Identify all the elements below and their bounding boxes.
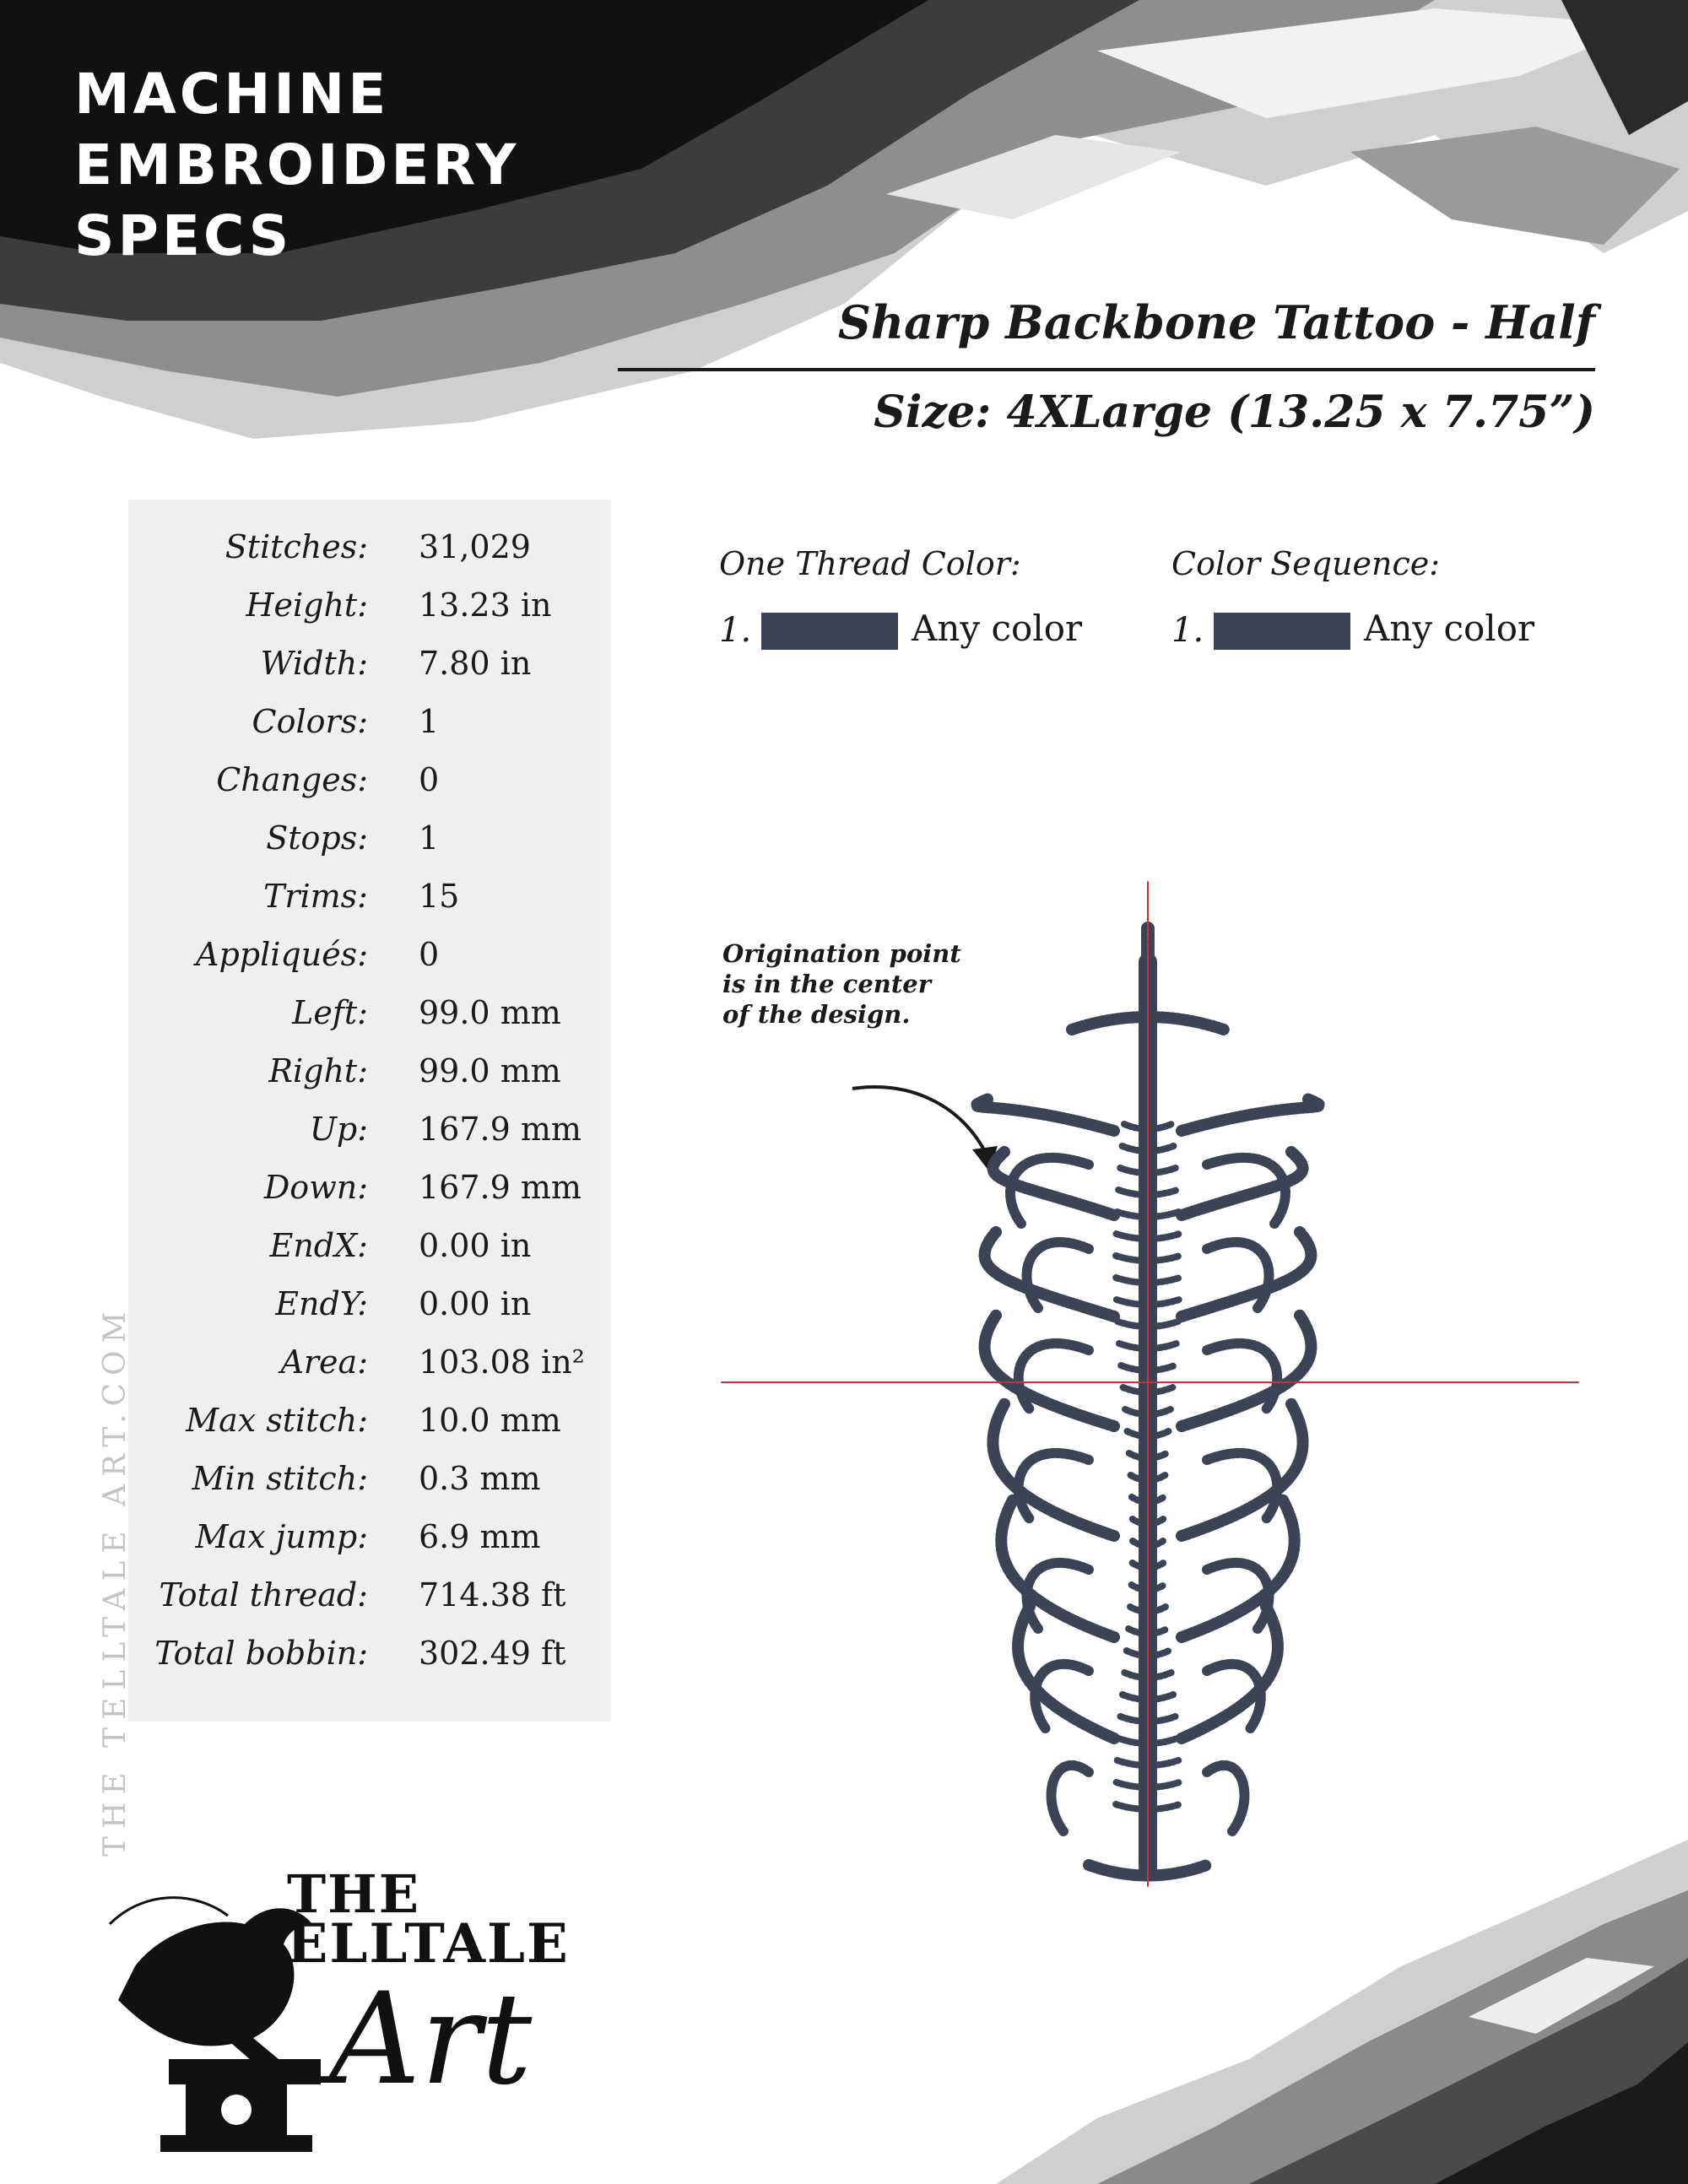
side-tentacle [1182,1100,1319,1132]
spec-value: 99.0 mm [419,1052,561,1089]
spec-row-down [128,1159,611,1217]
spec-label: Down: [263,1169,368,1206]
design-title: Sharp Backbone Tattoo - Half [837,295,1595,349]
spec-value: 167.9 mm [419,1169,582,1206]
page-title [74,59,519,272]
spec-label: Area: [280,1343,368,1381]
spec-label: Max jump: [195,1518,368,1555]
spec-row-width [128,635,611,693]
spec-value: 1 [419,703,440,740]
spec-row-height [128,576,611,635]
spec-row-trims [128,868,611,926]
color-sequence-name: Any color [1364,608,1535,649]
color-sequence-number: 1. [1171,611,1204,650]
origination-note-line: of the design. [722,1000,911,1029]
spec-value: 0 [419,761,440,798]
color-sequence-heading: Color Sequence: [1171,545,1441,582]
logo-word-art: Art [329,1966,533,2113]
spec-label: EndX: [269,1227,368,1264]
side-tentacle [1052,1765,1089,1831]
spec-value: 0.00 in [419,1227,532,1264]
spec-row-min-stitch [128,1450,611,1508]
site-watermark: THE TELLTALE ART.COM [98,1304,133,1857]
spec-label: Max stitch: [186,1402,368,1439]
spec-row-total-thread [128,1566,611,1624]
side-tentacle [1001,1500,1114,1638]
spec-label: Colors: [252,703,368,740]
logo-word-the: THE [287,1863,420,1925]
title-divider [618,368,1595,371]
spec-value: 167.9 mm [419,1111,582,1148]
spec-label: Height: [246,587,368,624]
spec-label: Width: [260,645,368,682]
page-title-line: EMBROIDERY [74,132,520,197]
spec-value: 15 [419,878,460,915]
spec-value: 714.38 ft [419,1576,566,1614]
spec-row-colors [128,693,611,751]
origination-note-line: is in the center [722,970,931,998]
page-title-line: SPECS [74,203,293,268]
spec-value: 13.23 in [419,587,552,624]
spec-row-appliques [128,926,611,984]
color-sequence-swatch [1214,613,1350,650]
spec-row-stitches [128,518,611,576]
spec-row-left [128,984,611,1042]
spec-value: 0.00 in [419,1285,532,1322]
spec-value: 1 [419,819,440,857]
spec-value: 103.08 in² [419,1343,585,1381]
specs-panel [128,500,611,1722]
logo-word-telltale: TELLTALE [245,1912,570,1976]
spec-value: 6.9 mm [419,1518,541,1555]
spec-value: 0 [419,936,440,973]
spec-label: Left: [292,994,368,1031]
spec-label: Min stitch: [192,1460,368,1497]
spec-row-max-stitch [128,1392,611,1450]
spec-row-stops [128,809,611,868]
spec-value: 0.3 mm [419,1460,541,1497]
embroidery-design-preview [717,878,1587,1890]
spec-value: 302.49 ft [419,1635,566,1672]
spec-row-area [128,1333,611,1392]
spec-row-max-jump [128,1508,611,1566]
spec-value: 31,029 [419,528,531,565]
thread-color-name: Any color [912,608,1083,649]
spec-row-total-bobbin [128,1624,611,1683]
spec-value: 10.0 mm [419,1402,561,1439]
side-tentacle [1207,1765,1244,1831]
spec-label: Stops: [266,819,368,857]
thread-color-heading: One Thread Color: [719,545,1021,582]
spec-label: Changes: [216,761,368,798]
spec-row-changes [128,751,611,809]
side-tentacle [977,1100,1114,1132]
design-size: Size: 4XLarge (13.25 x 7.75”) [874,387,1595,438]
spec-row-right [128,1042,611,1100]
spec-label: Total bobbin: [154,1635,368,1672]
footer-brush-background [996,1840,1688,2184]
spec-row-up [128,1100,611,1159]
spec-label: Trims: [262,878,368,915]
origination-note-line: Origination point [722,939,961,968]
thread-color-number: 1. [719,611,752,650]
spec-row-endy [128,1275,611,1333]
spec-value: 99.0 mm [419,994,561,1031]
thread-color-swatch [761,613,898,650]
spec-value: 7.80 in [419,645,532,682]
spec-label: Appliqués: [196,936,368,973]
spec-label: Stitches: [225,528,368,565]
page-title-line: MACHINE [74,62,390,127]
spec-row-endx [128,1217,611,1275]
spec-label: Up: [309,1111,368,1148]
spec-label: Total thread: [159,1576,368,1614]
spec-label: Right: [268,1052,368,1089]
spec-label: EndY: [275,1285,368,1322]
side-tentacle [1182,1500,1295,1638]
